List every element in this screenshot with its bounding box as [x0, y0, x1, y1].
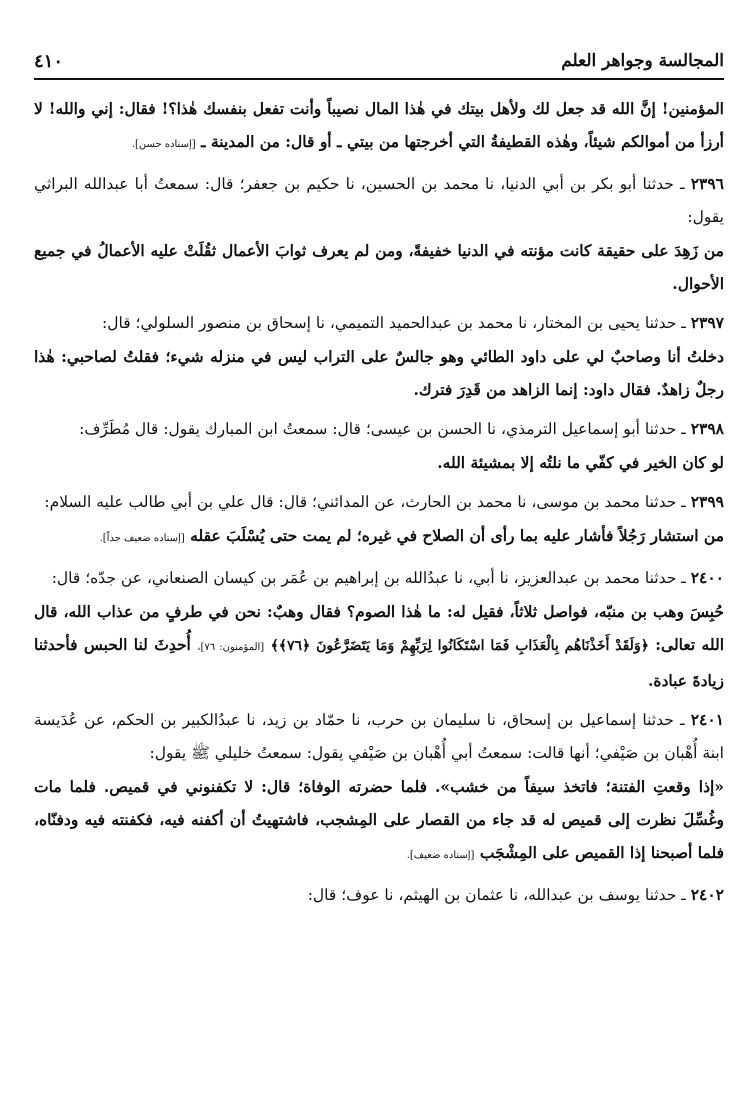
hadith-number: ٢٣٩٦: [690, 174, 725, 193]
narration-2401: [34, 703, 724, 770]
page-header: [34, 44, 724, 80]
isnad-text: ـ حدثنا إسماعيل بن إسحاق، نا سليمان بن حرب، نا حمّاد بن زيد، نا عبدُالكبير بن الحكم، عن عُدَيسة ابنة أُهْبان بن صَيْفي؛ أنها قالت: سمعتُ أبي أُهْبان بن صَيْفي يقول: سمعتُ خليلي ﷺ يقول:: [34, 711, 724, 762]
matn-text: «إذا وقعتِ الفتنة؛ فاتخذ سيفاً من خشب». فلما حضرته الوفاة؛ قال: لا تكفنوني في قميص. فلما مات وغُسِّلَ نظرت إلى قميص له قد جاء من القصار على المِشجب، فاشتهيتُ أن أكفنه فيه، فكفنته فيه ودفنّاه، فلما أصبحنا إذا القميص على المِشْجَب: [34, 777, 724, 862]
hadith-number: ٢٤٠١: [690, 710, 724, 729]
matn-text: المؤمنين! إنَّ الله قد جعل لك ولأهل بيتك في هٰذا المال نصيباً وأنت تفعل بنفسك هٰذا؟! فقال: إني والله! لا أرزأ من أموالكم شيئاً، وهٰذه القطيفةُ التي أخرجتها من بيتي ـ أو قال: من المدينة ـ: [34, 99, 724, 151]
matn-2397: دخلتُ أنا وصاحبٌ لي على داود الطائي وهو جالسٌ على التراب ليس في منزله شيء؛ فقلتُ لصاحبي: هٰذا رجلٌ زاهدٌ. فقال داود: إنما الزاهد من قَدِرَ فترك.: [34, 347, 724, 399]
quran-verse: ﴿وَلَقَدْ أَخَذْنَاهُم بِالْعَذَابِ فَمَا اسْتَكَانُوا لِرَبِّهِمْ وَمَا يَتَضَرَّعُونَ ﴿٧٦﴾﴾: [270, 638, 649, 654]
narration-2399: [34, 485, 724, 519]
isnad-text: ـ حدثنا محمد بن موسى، نا محمد بن الحارث، عن المدائني؛ قال: قال علي بن أبي طالب عليه السلام:: [44, 493, 691, 511]
isnad-note: [إسناده ضعيف].: [406, 850, 475, 861]
continued-text: [34, 92, 724, 161]
narration-2402: [34, 878, 724, 912]
narration-2398: [34, 412, 724, 446]
matn-2400: [34, 595, 724, 697]
isnad-note: [إسناده ضعيف جداً].: [99, 533, 185, 544]
page-body: [34, 92, 724, 912]
matn-2396: من زَهِدَ على حقيقة كانت مؤنته في الدنيا خفيفةً، ومن لم يعرف ثوابَ الأعمال ثقُلَتْ عليه الأعمالُ في جميع الأحوال.: [34, 241, 724, 293]
quran-reference: [المؤمنون: ٧٦]،: [197, 642, 265, 653]
hadith-number: ٢٤٠٢: [690, 885, 724, 904]
isnad-text: ـ حدثنا يحيى بن المختار، نا محمد بن عبدالحميد التميمي، نا إسحاق بن منصور السلولي؛ قال:: [102, 314, 691, 332]
isnad-text: ـ حدثنا يوسف بن عبدالله، نا عثمان بن الهيثم، نا عوف؛ قال:: [307, 886, 691, 904]
matn-text-end: أُحدِثَ لنا الحبس فأحدثنا زيادةَ عبادة.: [34, 635, 724, 690]
matn-2401: [34, 770, 724, 872]
hadith-number: ٢٤٠٠: [690, 568, 724, 587]
isnad-text: ـ حدثنا محمد بن عبدالعزيز، نا أبي، نا عبدُالله بن إبراهيم بن عُمَر بن كيسان الصنعاني، عن جدّه؛ قال:: [51, 569, 691, 587]
isnad-text: ـ حدثنا أبو إسماعيل الترمذي، نا الحسن بن عيسى؛ قال: سمعتُ ابن المبارك يقول: قال مُطَرِّف:: [79, 420, 691, 438]
hadith-number: ٢٣٩٩: [690, 492, 724, 511]
matn-2399: [34, 519, 724, 555]
narration-2396: [34, 167, 724, 234]
isnad-text: ـ حدثنا أبو بكر بن أبي الدنيا، نا محمد بن الحسين، نا حكيم بن جعفر؛ قال: سمعتُ أبا عبدالله البراثي يقول:: [34, 175, 724, 226]
hadith-number: ٢٣٩٨: [690, 419, 724, 438]
matn-2398: لو كان الخير في كفّي ما نلتُه إلا بمشيئة الله.: [437, 453, 724, 472]
running-title: المجالسة وجواهر العلم: [561, 51, 724, 71]
narration-2400: [34, 561, 724, 595]
matn-text: حُبِسَ وهب بن منبّه، فواصل ثلاثاً، فقيل له: ما هٰذا الصوم؟ فقال وهبٌ: نحن في طرفٍ من عذاب الله، قال الله تعالى:: [34, 602, 725, 654]
hadith-number: ٢٣٩٧: [690, 313, 724, 332]
matn-text: من استشار رَجُلاً فأشار عليه بما رأى أن الصلاح في غيره؛ لم يمت حتى يُسْلَبَ عقله: [190, 526, 724, 545]
isnad-note: [إسناده حسن].: [131, 139, 196, 150]
narration-2397: [34, 306, 724, 340]
page-number: ٤١٠: [34, 50, 64, 72]
